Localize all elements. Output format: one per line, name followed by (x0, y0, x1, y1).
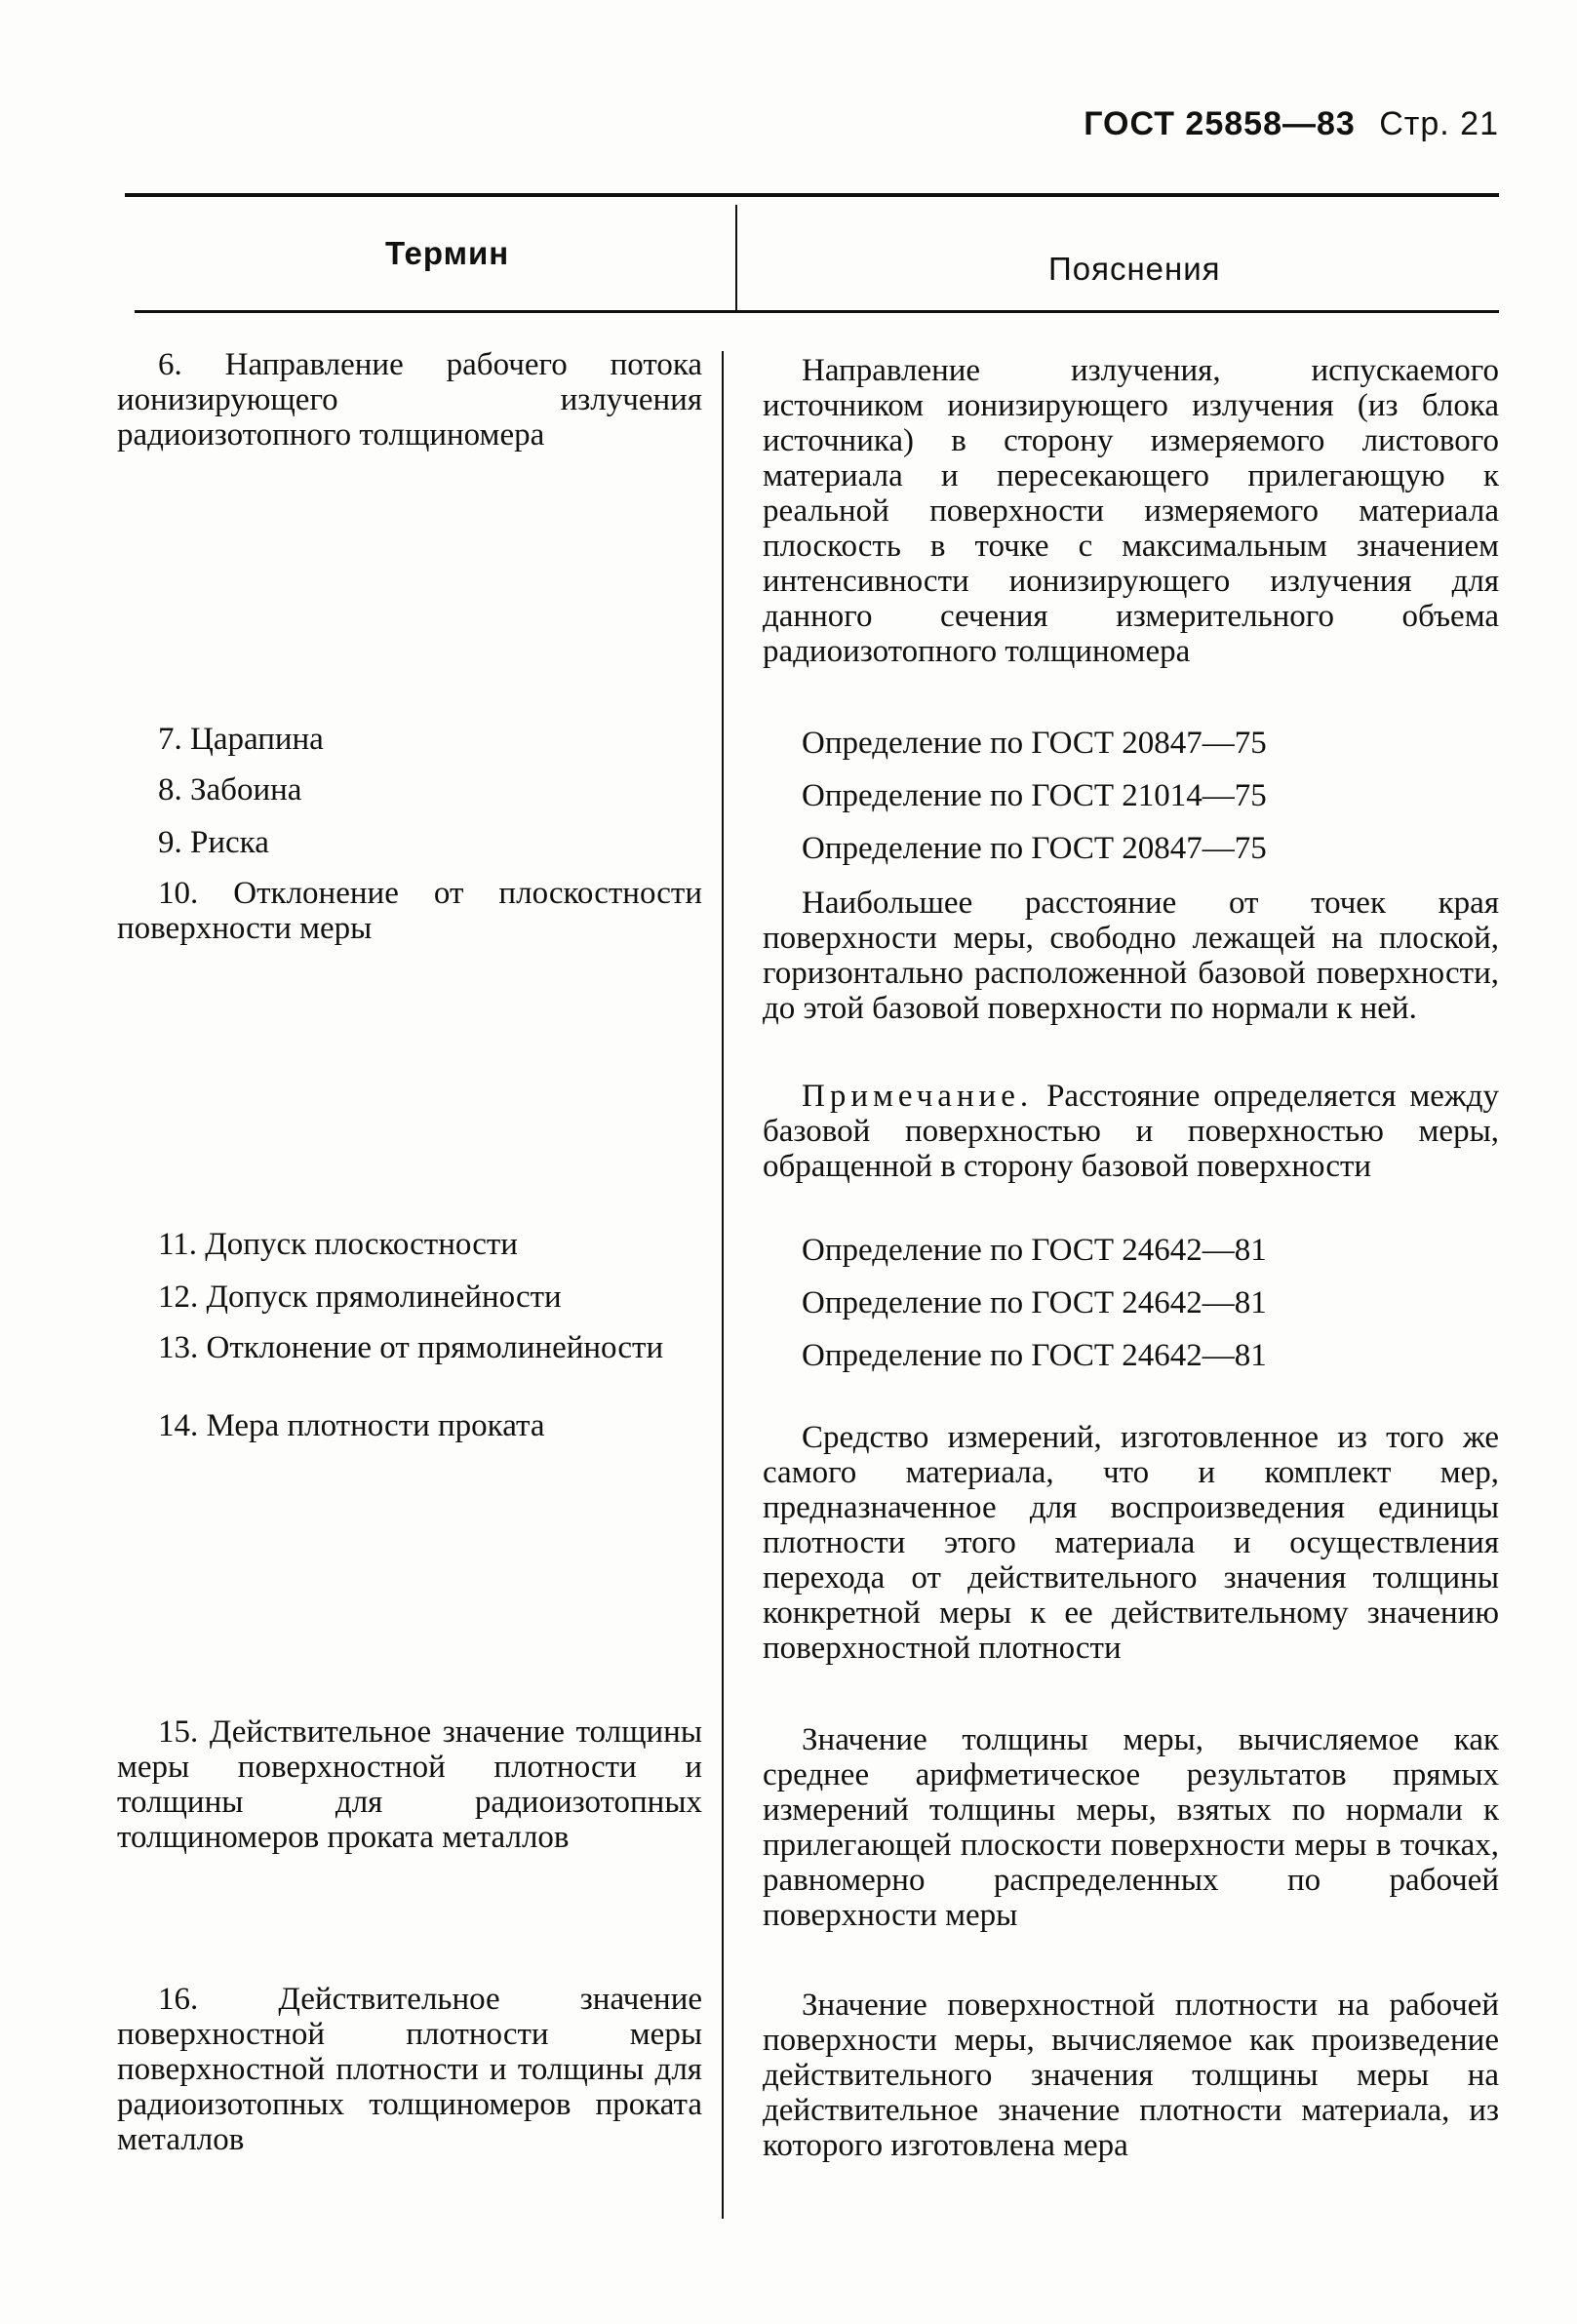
note-10 (763, 1079, 1499, 1184)
document-code: ГОСТ 25858—83 (1084, 105, 1356, 142)
explanation-12: Определение по ГОСТ 24642—81 (802, 1285, 1267, 1320)
table-top-rule (125, 193, 1499, 197)
term-16: 16. Действительное значение поверхностной плотности меры поверхностной плотности и толщины для радиоизотопных толщиномеров проката металлов (117, 1982, 702, 2157)
explanation-6: Направление излучения, испускаемого источником ионизирующего излучения (из блока источника) в сторону измеряемого листового материала и пересекающего прилегающую к реальной поверхности измеряемого материала плоскость в точке с максимальным значением интенсивности ионизирующего излучения для данного сечения измерительного объема радиоизотопного толщиномера (763, 353, 1499, 669)
explanation-13: Определение по ГОСТ 24642—81 (802, 1338, 1267, 1373)
column-header-term: Термин (385, 235, 510, 271)
term-15: 15. Действительное значение толщины меры поверхностной плотности и толщины для радиоизотопных толщиномеров проката металлов (117, 1714, 702, 1855)
term-7: 7. Царапина (158, 722, 324, 757)
term-6: 6. Направление рабочего потока ионизирующего излучения радиоизотопного толщиномера (117, 347, 702, 453)
term-12: 12. Допуск прямолинейности (158, 1280, 562, 1315)
page-number: Стр. 21 (1379, 105, 1499, 142)
term-14: 14. Мера плотности проката (158, 1408, 545, 1443)
page-header (1084, 105, 1499, 143)
explanation-7: Определение по ГОСТ 20847—75 (802, 726, 1267, 761)
term-9: 9. Риска (158, 825, 269, 860)
explanation-15: Значение толщины меры, вычисляемое как среднее арифметическое результатов прямых измерений толщины меры, взятых по нормали к прилегающей плоскости поверхности меры в точках, равномерно распределенных по рабочей поверхности меры (763, 1722, 1499, 1933)
header-column-divider (735, 205, 737, 310)
term-8: 8. Забоина (158, 772, 302, 807)
explanation-16: Значение поверхностной плотности на рабочей поверхности меры, вычисляемое как произведение действительного значения толщины меры на действительное значение плотности материала, из которого изготовлена мера (763, 1988, 1499, 2163)
term-13: 13. Отклонение от прямолинейности (158, 1330, 664, 1365)
explanation-8: Определение по ГОСТ 21014—75 (802, 778, 1267, 813)
explanation-11: Определение по ГОСТ 24642—81 (802, 1233, 1267, 1268)
column-header-explanation: Пояснения (1048, 251, 1221, 287)
explanation-9: Определение по ГОСТ 20847—75 (802, 831, 1267, 866)
table-header-rule (135, 310, 1499, 313)
note-label: Примечание. (802, 1079, 1034, 1114)
term-10: 10. Отклонение от плоскостности поверхности меры (117, 876, 702, 946)
note-text: Расстояние определяется между базовой поверхностью и поверхностью меры, обращенной в сторону базовой поверхности (763, 1079, 1500, 1184)
body-column-divider (722, 351, 724, 2219)
explanation-10: Наибольшее расстояние от точек края поверхности меры, свободно лежащей на плоской, горизонтально расположенной базовой поверхности, до этой базовой поверхности по нормали к ней. (763, 886, 1499, 1026)
term-11: 11. Допуск плоскостности (158, 1227, 518, 1262)
explanation-14: Средство измерений, изготовленное из того же самого материала, что и комплект мер, предназначенное для воспроизведения единицы плотности этого материала и осуществления перехода от действительного значения толщины конкретной меры к ее действительному значению поверхностной плотности (763, 1420, 1499, 1666)
